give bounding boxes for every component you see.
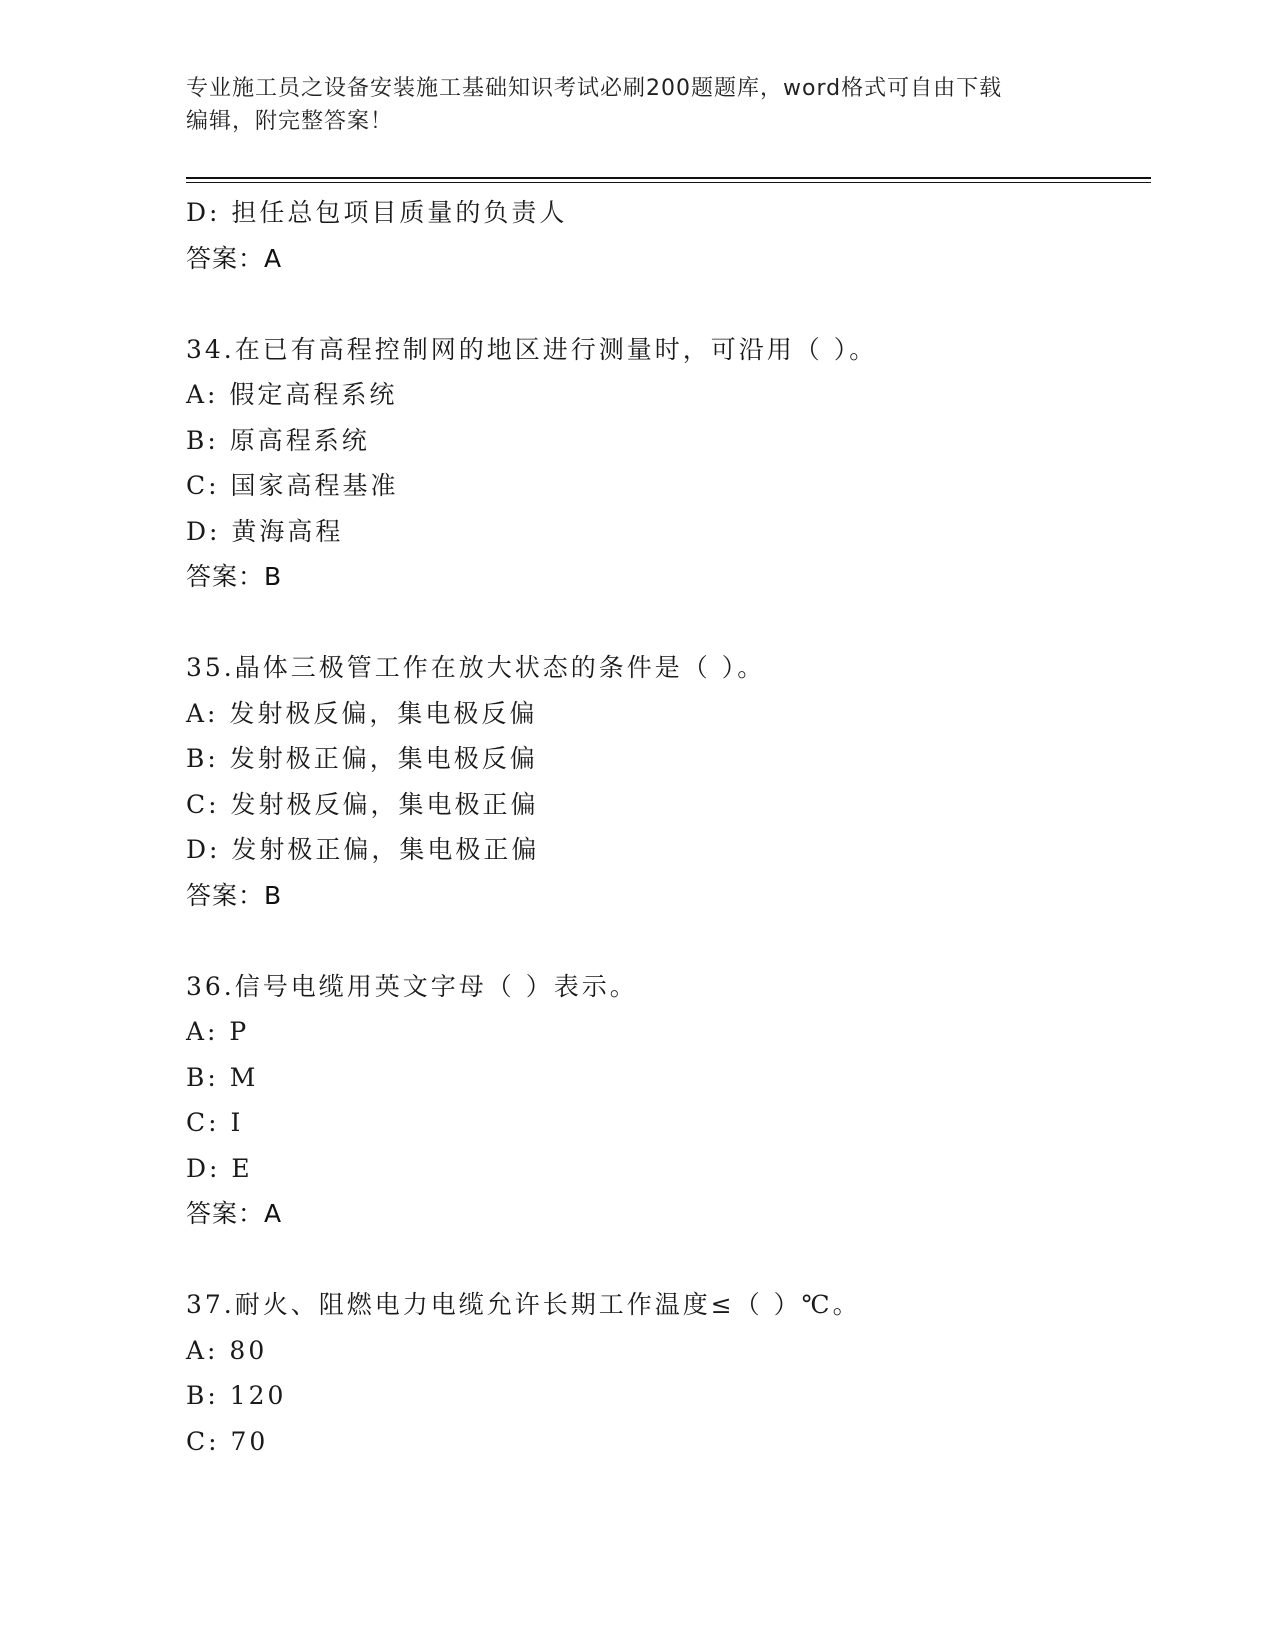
option-c: C: 发射极反偏，集电极正偏 bbox=[186, 789, 539, 819]
spacer bbox=[186, 281, 1151, 327]
option-b: B: 原高程系统 bbox=[186, 425, 370, 455]
question-stem: 37.耐火、阻燃电力电缆允许长期工作温度≤（ ）℃。 bbox=[186, 1290, 861, 1319]
question-34 bbox=[186, 327, 1151, 600]
prev-question-block bbox=[186, 190, 1151, 281]
answer-line: 答案：A bbox=[186, 243, 283, 273]
question-36 bbox=[186, 964, 1151, 1237]
document-header bbox=[186, 72, 1066, 138]
option-b: B: 发射极正偏，集电极反偏 bbox=[186, 744, 538, 773]
option-a: A: P bbox=[186, 1017, 250, 1046]
spacer bbox=[186, 600, 1151, 646]
option-b: B: M bbox=[186, 1062, 259, 1092]
answer-line: 答案：A bbox=[186, 1199, 283, 1228]
option-c: C: 国家高程基准 bbox=[186, 471, 399, 500]
option-a: A: 发射极反偏，集电极反偏 bbox=[186, 698, 538, 728]
option-d: D: 发射极正偏，集电极正偏 bbox=[186, 835, 540, 864]
question-list bbox=[186, 190, 1151, 1464]
answer-line: 答案：B bbox=[186, 880, 283, 910]
option-b: B: 120 bbox=[186, 1381, 287, 1410]
option-d: D: E bbox=[186, 1153, 253, 1183]
question-stem: 35.晶体三极管工作在放大状态的条件是（ ）。 bbox=[186, 653, 766, 682]
header-divider-thin bbox=[186, 182, 1151, 183]
option-c: C: 70 bbox=[186, 1426, 269, 1456]
question-stem: 36.信号电缆用英文字母（ ）表示。 bbox=[186, 971, 638, 1001]
option-d: D: 黄海高程 bbox=[186, 516, 344, 546]
option-a: A: 80 bbox=[186, 1335, 268, 1365]
question-35 bbox=[186, 645, 1151, 918]
header-title-line-1: 专业施工员之设备安装施工基础知识考试必刷200题题库，word格式可自由下载 bbox=[186, 76, 1003, 101]
spacer bbox=[186, 1237, 1151, 1283]
question-37 bbox=[186, 1282, 1151, 1464]
option-d: D: 担任总包项目质量的负责人 bbox=[186, 198, 568, 227]
header-divider-thick bbox=[186, 177, 1151, 179]
option-a: A: 假定高程系统 bbox=[186, 380, 398, 409]
header-title-line-2: 编辑，附完整答案！ bbox=[186, 109, 394, 134]
spacer bbox=[186, 918, 1151, 964]
question-stem: 34.在已有高程控制网的地区进行测量时，可沿用（ ）。 bbox=[186, 334, 878, 364]
answer-line: 答案：B bbox=[186, 562, 283, 591]
option-c: C: I bbox=[186, 1108, 244, 1137]
